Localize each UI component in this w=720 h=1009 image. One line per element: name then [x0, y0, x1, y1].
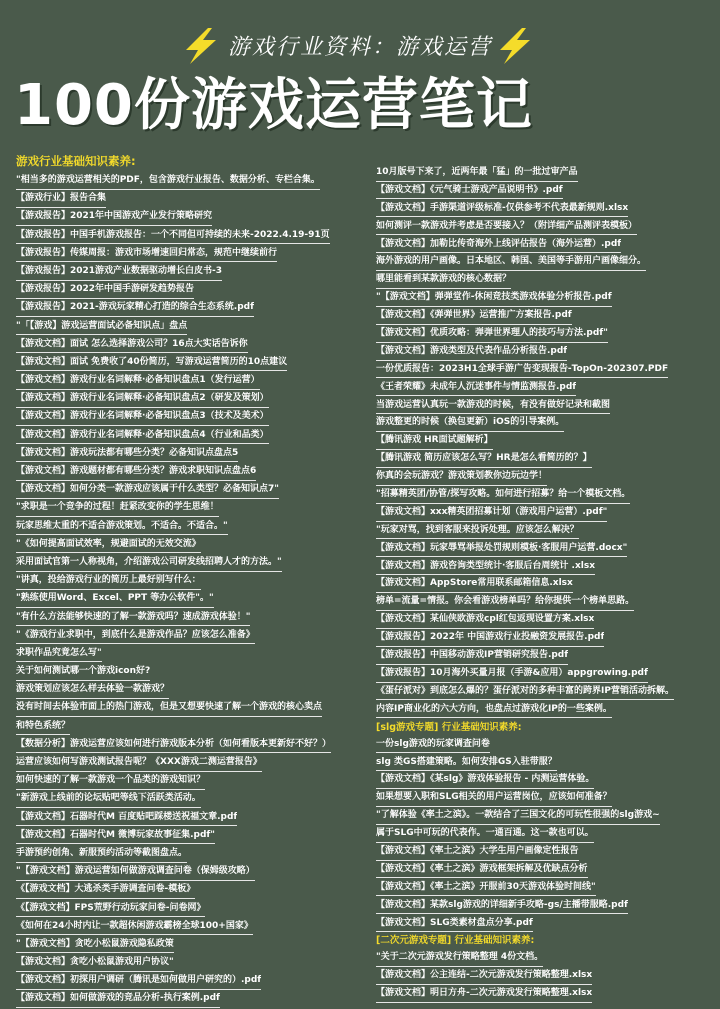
list-item: 求职作品究竟怎么写" — [16, 645, 102, 663]
list-item: 【游戏文档】石器时代M 微博玩家故事征集.pdf" — [16, 827, 215, 845]
list-item: 当游戏运营认真玩一款游戏的时候，有没有做好记录和截图 — [376, 397, 610, 415]
list-item: 【游戏文档】某款slg游戏的详细新手攻略-gs/主播带服略.pdf — [376, 897, 628, 915]
list-item: 【游戏文档】《率土之滨》开服前30天游戏体验时间线" — [376, 879, 596, 897]
list-item: 【游戏文档】玩家辱骂举报处罚规则模板·客服用户运营.docx" — [376, 540, 627, 558]
list-item: 榜单=流量=情报。你会看游戏榜单吗？给你提供一个榜单思路。 — [376, 593, 634, 611]
list-item: 【游戏文档】贪吃小松鼠游戏用户协议" — [16, 954, 174, 972]
list-item: 【游戏报告】2021-游戏玩家精心打造的综合生态系统.pdf — [16, 299, 254, 317]
list-item: 《【游戏文档】大逃杀类手游调查问卷-模板》 — [16, 881, 195, 899]
list-item: "招募精英团/协管/探写攻略。如何进行招募？给一个模板文档。 — [376, 486, 630, 504]
list-item: 【游戏文档】游戏玩法都有哪些分类？必备知识点盘点5 — [16, 445, 238, 463]
list-item: 【游戏文档】公主连结-二次元游戏发行策略整理.xlsx — [376, 967, 592, 985]
list-item: 内容IP商业化的六大方向，也盘点过游戏化IP的一些案例。 — [376, 701, 612, 719]
list-item: 游戏策划应该怎么样去体验一款游戏？ — [16, 681, 169, 699]
list-item: 关于如何测试哪一个游戏icon好? — [16, 663, 150, 681]
list-item: 【游戏文档】游戏行业名词解释·必备知识盘点2（研发及策划） — [16, 390, 269, 408]
list-item: 【游戏文档】如何分类一款游戏应该属于什么类型？必备知识点7" — [16, 481, 279, 499]
list-item: 【游戏文档】《某slg》游戏体验报告 - 内测运营体验。 — [376, 771, 594, 789]
list-item: 【游戏文档】面试 免费收了40份简历，写游戏运营简历的10点建议 — [16, 354, 287, 372]
list-item: 【数据分析】游戏运营应该如何进行游戏版本分析（如何看版本更新好不好？） — [16, 736, 331, 754]
list-item: 【游戏报告】传媒周报：游戏市场增速回归常态，规范中继续前行 — [16, 245, 277, 263]
list-item: 【游戏行业】报告合集 — [16, 190, 106, 208]
list-item: 如何快速的了解一款游戏一个品类的游戏知识？ — [16, 772, 205, 790]
list-item: 【游戏文档】游戏类型及代表作品分析报告.pdf — [376, 343, 567, 361]
list-item: 运营应该如何写游戏测试报告呢？《XXX游戏二测运营报告》 — [16, 754, 262, 772]
list-item: 【腾讯游戏 HR面试题解析】 — [376, 432, 493, 450]
list-item: 如果想要入职和SLG相关的用户运营岗位，应该如何准备？ — [376, 789, 612, 807]
list-item: 《蛋仔派对》到底怎么爆的？蛋仔派对的多种丰富的跨界IP营销活动拆解。 — [376, 683, 674, 701]
list-item: 【游戏文档】AppStore常用联系邮箱信息.xlsx — [376, 575, 573, 593]
section-title-acg: [二次元游戏专题] 行业基础知识素养: — [376, 935, 535, 947]
list-item: 没有时间去体验市面上的热门游戏，但是又想要快速了解一个游戏的核心卖点 — [16, 699, 322, 717]
list-item: 【游戏文档】加勒比传奇海外上线评估报告（海外运营）.pdf — [376, 236, 621, 254]
left-line-list — [16, 172, 358, 1008]
list-item: "【游戏文档】弹弹堂作-休闲竞技类游戏体验分析报告.pdf — [376, 289, 612, 307]
list-item: 【游戏文档】初探用户调研（腾讯是如何做用户研究的）.pdf — [16, 972, 261, 990]
section-title-basics: 游戏行业基础知识素养: — [16, 154, 136, 168]
list-item: 【腾讯游戏 简历应该怎么写？HR是怎么看简历的？】 — [376, 450, 592, 468]
list-item: 【游戏文档】某仙侠欧游戏cpl红包返现设置方案.xlsx — [376, 611, 594, 629]
list-item: 属于SLG中可玩的代表作。一通百通。这一款也可以。 — [376, 825, 594, 843]
list-item: 【游戏文档】《率土之滨》游戏框架拆解及优缺点分析 — [376, 861, 588, 879]
lightning-bolt-icon — [492, 26, 536, 66]
list-item: 《王者荣耀》未成年人沉迷事件与情监测报告.pdf — [376, 379, 576, 397]
list-item: "新游戏上线前的论坛贴吧等线下活跃类活动。 — [16, 790, 201, 808]
list-item: "熟练使用Word、Excel、PPT 等办公软件"。" — [16, 590, 214, 608]
list-item: 一份slg游戏的玩家调查问卷 — [376, 736, 490, 754]
list-item: 【游戏报告】2021游戏产业数据驱动增长白皮书-3 — [16, 263, 222, 281]
list-item: 【游戏报告】中国移动游戏IP营销研究报告.pdf — [376, 647, 568, 665]
list-item: "「【游戏】游戏运营面试必备知识点」盘点 — [16, 318, 187, 336]
list-item: 手游预约创角、新服预约活动等截图盘点。 — [16, 845, 187, 863]
list-item: 《如何在24小时内让一款超休闲游戏霸榜全球100+国家》 — [16, 918, 253, 936]
right-line-list-2 — [376, 736, 710, 933]
list-item: "关于二次元游戏发行策略整理 4份文档。 — [376, 949, 543, 967]
section-title-slg: [slg游戏专题] 行业基础知识素养: — [376, 721, 522, 733]
list-item: 【游戏报告】2022年 中国游戏行业投融资发展报告.pdf — [376, 629, 604, 647]
list-item: 【游戏文档】游戏咨询类型统计·客服后台周统计 .xlsx — [376, 558, 595, 576]
list-item: 和特色系统？ — [16, 718, 70, 736]
list-item: "《如何提高面试效率，规避面试的无效交流》 — [16, 536, 201, 554]
page-title: 100份游戏运营笔记 — [14, 73, 533, 138]
list-item: 【游戏文档】《弹弹世界》运营推广方案报告.pdf — [376, 307, 572, 325]
list-item: 如何测评一款游戏并考虑是否要接入？（附详细产品测评表模板） — [376, 218, 637, 236]
list-item: 哪里能看到某款游戏的核心数据？ — [376, 271, 511, 289]
list-item: 【游戏文档】SLG类素材盘点分享.pdf — [376, 915, 533, 933]
right-line-list-1 — [376, 164, 710, 718]
list-item: 【游戏文档】手游渠道评级标准-仅供参考不代表最新规则.xlsx — [376, 200, 628, 218]
list-item: 《【游戏文档】FPS荒野行动玩家问卷-问卷网》 — [16, 900, 205, 918]
list-item: 【游戏报告】2022年中国手游研发趋势报告 — [16, 281, 194, 299]
list-item: 【游戏报告】2021年中国游戏产业发行策略研究 — [16, 208, 212, 226]
left-column — [16, 150, 358, 1009]
list-item: 【游戏文档】优质攻略：弹弹世界理人的技巧与方法.pdf" — [376, 325, 608, 343]
header-subtitle: 游戏行业资料：游戏运营 — [227, 35, 492, 60]
list-item: slg 类GS搭建策略。如何安排GS入驻带服？ — [376, 754, 557, 772]
list-item: "【游戏文档】游戏运营如何做游戏调查问卷（保姆级攻略） — [16, 863, 255, 881]
list-item: "讲真，投给游戏行业的简历上最好别写什么： — [16, 572, 201, 590]
list-item: 游戏整更的时候（换包更新）iOS的引导案例。 — [376, 414, 564, 432]
right-line-list-3 — [376, 949, 710, 1002]
list-item: 【游戏报告】中国手机游戏报告：一个不同但可持续的未来-2022.4.19-91页 — [16, 227, 330, 245]
list-item: 【游戏文档】明日方舟-二次元游戏发行策略整理.xlsx — [376, 985, 592, 1003]
list-item: 你真的会玩游戏？游戏策划教你边玩边学！ — [376, 468, 547, 486]
list-item: 【游戏文档】xxx精英团招募计划（游戏用户运营）.pdf" — [376, 504, 607, 522]
list-item: "相当多的游戏运营相关的PDF，包含游戏行业报告、数据分析、专栏合集。 — [16, 172, 320, 190]
list-item: 采用面试官第一人称视角，介绍游戏公司研发线招聘人才的方法。" — [16, 554, 282, 572]
list-item: 【游戏文档】游戏题材都有哪些分类？游戏求职知识点盘点6 — [16, 463, 256, 481]
list-item: 玩家思维太重的不适合游戏策划。不适合。不适合。" — [16, 518, 228, 536]
list-item: 【游戏报告】10月海外买量月报（手游&应用）appgrowing.pdf — [376, 665, 648, 683]
list-item: "求职是一个竞争的过程！赶紧改变你的学生思维！ — [16, 499, 219, 517]
list-item: "【游戏文档】贪吃小松鼠游戏隐私政策 — [16, 936, 174, 954]
list-item: "玩家对骂，找到客服来投诉处理。应该怎么解决？ — [376, 522, 579, 540]
list-item: 【游戏文档】游戏行业名词解释·必备知识盘点4（行业和品类） — [16, 427, 269, 445]
list-item: 海外游戏的用户画像。日本地区、韩国、美国等手游用户画像细分。 — [376, 253, 646, 271]
list-item: "了解体验《率土之滨》。一款结合了三国文化的可玩性很强的slg游戏~ — [376, 807, 660, 825]
list-item: 【游戏文档】面试 怎么选择游戏公司？16点大实话告诉你 — [16, 336, 248, 354]
list-item: "《游戏行业求职中，到底什么是游戏作品？应该怎么准备》 — [16, 627, 255, 645]
list-item: "有什么方法能够快速的了解一款游戏吗？速成游戏体验！" — [16, 609, 250, 627]
list-item: 10月版号下来了，近两年最「猛」的一批过审产品 — [376, 164, 578, 182]
list-item: 【游戏文档】如何做游戏的竞品分析-执行案例.pdf — [16, 990, 220, 1008]
header — [0, 0, 720, 150]
list-item: 【游戏文档】《率土之滨》大学生用户画像定性报告 — [376, 843, 579, 861]
list-item: 【游戏文档】游戏行业名词解释·必备知识盘点3（技术及美术） — [16, 408, 269, 426]
list-item: 【游戏文档】《元气骑士游戏产品说明书》.pdf — [376, 182, 563, 200]
list-item: 【游戏文档】游戏行业名词解释·必备知识盘点1（发行运营） — [16, 372, 260, 390]
list-item: 一份优质报告：2023H1全球手游广告变现报告-TopOn-202307.PDF — [376, 361, 668, 379]
list-item: 【游戏文档】石器时代M 百度贴吧踩楼送祝福文章.pdf — [16, 809, 237, 827]
right-column — [376, 164, 710, 1003]
